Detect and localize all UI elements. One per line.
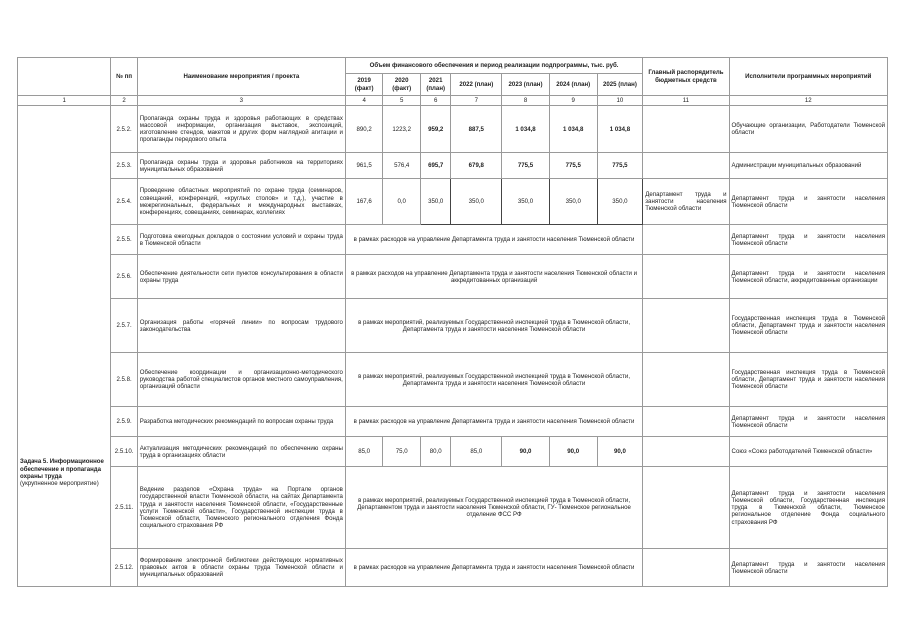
value-2020: 1223,2 — [383, 106, 421, 153]
table-row — [18, 153, 888, 179]
year-2023: 2023 (план) — [502, 74, 550, 96]
value-2023: 1 034,8 — [502, 106, 550, 153]
col-number: 11 — [643, 96, 729, 106]
executors-cell: Департамент труда и занятости населения Тюменской области — [729, 179, 887, 225]
value-2024: 90,0 — [549, 437, 597, 467]
value-2022: 679,8 — [451, 153, 502, 179]
row-name: Подготовка ежегодных докладов о состоянии условий и охраны труда в Тюменской области — [137, 225, 345, 255]
col-number: 1 — [18, 96, 111, 106]
merged-funding-note: в рамках расходов на управление Департамента труда и занятости населения Тюменской области — [345, 549, 642, 587]
value-2019: 890,2 — [345, 106, 383, 153]
row-name: Пропаганда охраны труда и здоровья работников на территориях муниципальных образований — [137, 153, 345, 179]
row-number: 2.5.2. — [111, 106, 137, 153]
col-number: 10 — [597, 96, 643, 106]
manager-cell — [643, 353, 729, 407]
manager-cell — [643, 225, 729, 255]
table-row — [18, 106, 888, 153]
executors-cell: Государственная инспекция труда в Тюменской области, Департамент труда и занятости населения Тюменской области — [729, 299, 887, 353]
value-2024: 775,5 — [549, 153, 597, 179]
row-number: 2.5.4. — [111, 179, 137, 225]
manager-cell — [643, 407, 729, 437]
value-2024: 1 034,8 — [549, 106, 597, 153]
merged-funding-note: в рамках мероприятий, реализуемых Государственной инспекцией труда в Тюменской области, Департамента труда и занятости населения Тюменской области — [345, 299, 642, 353]
row-name: Формирование электронной библиотеки действующих нормативных правовых актов в области охраны труда Тюменской области и муниципальных образований — [137, 549, 345, 587]
row-number: 2.5.6. — [111, 255, 137, 299]
task-note: (укрупненное мероприятие) — [20, 480, 99, 487]
manager-cell — [643, 549, 729, 587]
executors-cell: Департамент труда и занятости населения Тюменской области — [729, 225, 887, 255]
row-name: Проведение областных мероприятий по охране труда (семинаров, совещаний, конференций, «круглых столов» и т.д.), участие в межрегиональных, федеральных и международных выставках, конференциях, совещаниях, семинарах, коллегиях — [137, 179, 345, 225]
merged-funding-note: в рамках расходов на управление Департамента труда и занятости населения Тюменской области — [345, 225, 642, 255]
executors-cell: Обучающие организации, Работодатели Тюменской области — [729, 106, 887, 153]
value-2025: 350,0 — [597, 179, 643, 225]
value-2022: 85,0 — [451, 437, 502, 467]
header-no: № пп — [111, 58, 137, 96]
row-name: Ведение разделов «Охрана труда» на Портале органов государственной власти Тюменской области, на сайтах Департамента труда и занятости населения Тюменской области, «Государственные услуги Тюменской области», Государственной инспекции труда в Тюменской области, Тюменского регионального отделения Фонда социального страхования РФ — [137, 467, 345, 549]
col-number: 5 — [383, 96, 421, 106]
value-2025: 775,5 — [597, 153, 643, 179]
manager-cell — [643, 106, 729, 153]
merged-funding-note: в рамках мероприятий, реализуемых Государственной инспекцией труда в Тюменской области, Департаментом труда и занятости населения Тюменской области, ГУ- Тюменское региональное отделение ФСС РФ — [345, 467, 642, 549]
value-2019: 961,5 — [345, 153, 383, 179]
row-name: Обеспечение деятельности сети пунктов консультирования в области охраны труда — [137, 255, 345, 299]
col-number: 4 — [345, 96, 383, 106]
executors-cell: Администрации муниципальных образований — [729, 153, 887, 179]
value-2019: 167,6 — [345, 179, 383, 225]
task-title: Задача 5. Информационное обеспечение и пропаганда охраны труда — [20, 458, 104, 480]
row-number: 2.5.5. — [111, 225, 137, 255]
table-row — [18, 299, 888, 353]
col-number: 6 — [420, 96, 450, 106]
value-2019: 85,0 — [345, 437, 383, 467]
year-2024: 2024 (план) — [549, 74, 597, 96]
year-2020: 2020 (факт) — [383, 74, 421, 96]
value-2023: 775,5 — [502, 153, 550, 179]
executors-cell: Государственная инспекция труда в Тюменской области, Департамент труда и занятости населения Тюменской области — [729, 353, 887, 407]
value-2025: 1 034,8 — [597, 106, 643, 153]
value-2022: 887,5 — [451, 106, 502, 153]
table-row — [18, 353, 888, 407]
table-row — [18, 179, 888, 225]
merged-funding-note: в рамках мероприятий, реализуемых Государственной инспекцией труда в Тюменской области, Департамента труда и занятости населения Тюменской области — [345, 353, 642, 407]
table-row — [18, 225, 888, 255]
executors-cell: Департамент труда и занятости населения Тюменской области — [729, 549, 887, 587]
value-2023: 350,0 — [502, 179, 550, 225]
value-2020: 75,0 — [383, 437, 421, 467]
manager-cell: Департамент труда и занятости населения Тюменской области — [643, 179, 729, 225]
numbering-row — [18, 96, 888, 106]
table-row — [18, 467, 888, 549]
col-number: 8 — [502, 96, 550, 106]
value-2021: 350,0 — [420, 179, 450, 225]
header-funding: Объем финансового обеспечения и период реализации подпрограммы, тыс. руб. — [345, 58, 642, 74]
manager-cell — [643, 299, 729, 353]
merged-funding-note: в рамках расходов на управление Департамента труда и занятости населения Тюменской области — [345, 407, 642, 437]
manager-cell — [643, 153, 729, 179]
col-number: 12 — [729, 96, 887, 106]
task-cell — [18, 106, 111, 587]
value-2021: 80,0 — [420, 437, 450, 467]
value-2021: 695,7 — [420, 153, 450, 179]
year-2022: 2022 (план) — [451, 74, 502, 96]
manager-cell — [643, 437, 729, 467]
col-number: 7 — [451, 96, 502, 106]
value-2024: 350,0 — [549, 179, 597, 225]
header-name: Наименование мероприятия / проекта — [137, 58, 345, 96]
value-2020: 0,0 — [383, 179, 421, 225]
header-executors: Исполнители программных мероприятий — [729, 58, 887, 96]
value-2025: 90,0 — [597, 437, 643, 467]
value-2023: 90,0 — [502, 437, 550, 467]
table-row — [18, 437, 888, 467]
manager-cell — [643, 255, 729, 299]
row-name: Актуализация методических рекомендаций по обеспечению охраны труда в организациях области — [137, 437, 345, 467]
row-name: Обеспечение координации и организационно-методического руководства работой специалистов органов местного самоуправления, организаций области — [137, 353, 345, 407]
executors-cell: Департамент труда и занятости населения Тюменской области — [729, 407, 887, 437]
header-blank-cell — [18, 58, 111, 96]
header-manager: Главный распорядитель бюджетных средств — [643, 58, 729, 96]
value-2021: 959,2 — [420, 106, 450, 153]
table-row — [18, 549, 888, 587]
value-2020: 576,4 — [383, 153, 421, 179]
value-2022: 350,0 — [451, 179, 502, 225]
year-2021: 2021 (план) — [420, 74, 450, 96]
col-number: 2 — [111, 96, 137, 106]
executors-cell: Союз «Союз работодателей Тюменской области» — [729, 437, 887, 467]
year-2019: 2019 (факт) — [345, 74, 383, 96]
row-number: 2.5.12. — [111, 549, 137, 587]
col-number: 9 — [549, 96, 597, 106]
row-number: 2.5.9. — [111, 407, 137, 437]
manager-cell — [643, 467, 729, 549]
executors-cell: Департамент труда и занятости населения Тюменской области, аккредитованные организации — [729, 255, 887, 299]
row-number: 2.5.7. — [111, 299, 137, 353]
executors-cell: Департамент труда и занятости населения Тюменской области, Государственная инспекция труда в Тюменской области, Тюменское региональное отделение Фонда социального страхования РФ — [729, 467, 887, 549]
row-number: 2.5.10. — [111, 437, 137, 467]
row-number: 2.5.3. — [111, 153, 137, 179]
row-name: Пропаганда охраны труда и здоровья работающих в средствах массовой информации, организация выставок, экспозиций, изготовление стендов, макетов и других форм наглядной агитации и пропаганды передового опыта — [137, 106, 345, 153]
merged-funding-note: в рамках расходов на управление Департамента труда и занятости населения Тюменской области и аккредитованных организаций — [345, 255, 642, 299]
row-name: Организация работы «горячей линии» по вопросам трудового законодательства — [137, 299, 345, 353]
year-2025: 2025 (план) — [597, 74, 643, 96]
program-table — [17, 57, 888, 587]
row-name: Разработка методических рекомендаций по вопросам охраны труда — [137, 407, 345, 437]
table-row — [18, 407, 888, 437]
table-row — [18, 255, 888, 299]
row-number: 2.5.11. — [111, 467, 137, 549]
col-number: 3 — [137, 96, 345, 106]
row-number: 2.5.8. — [111, 353, 137, 407]
header-row — [18, 58, 888, 74]
